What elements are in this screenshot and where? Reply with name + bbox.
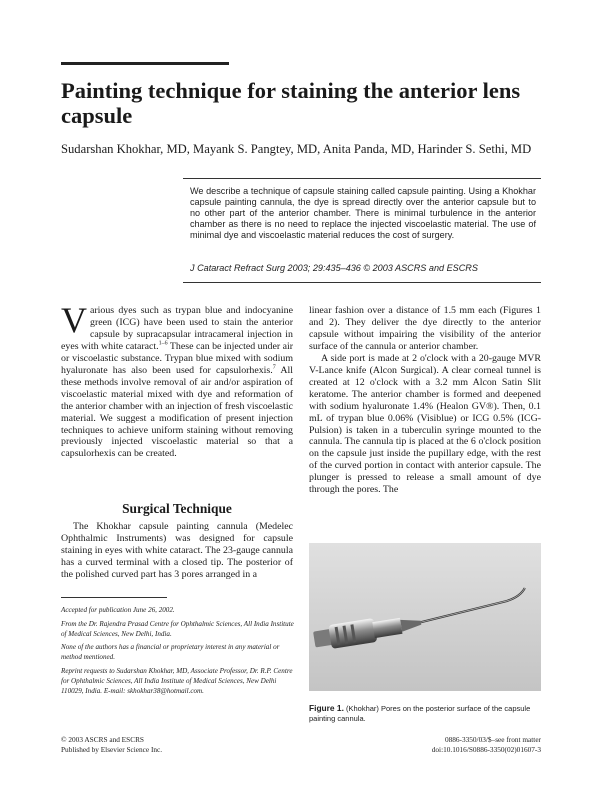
figure-caption-text: (Khokhar) Pores on the posterior surface of the capsule painting cannula. [309,704,531,723]
abstract-bottom-rule [183,282,541,283]
footnote-accepted: Accepted for publication June 26, 2002. [61,606,175,614]
intro-text-b: These can be injected under air or viscoelastic substance. Trypan blue mixed with sodium hyaluronate has also been used for capsulorhexis. [61,340,293,376]
right-para-1: linear fashion over a distance of 1.5 mm each (Figures 1 and 2). They deliver the dye directly to the anterior capsule without impairing the visibility of the anterior surface of the cannula or anterior chamber. [309,305,541,352]
page-footer-left [61,735,291,755]
right-para-2: A side port is made at 2 o'clock with a 20-gauge MVR V-Lance knife (Alcon Surgical). A clear corneal tunnel is created at 12 o'clock with a 3.2 mm Alcon Satin Slit keratome. The anterior chamber is formed and deepened with sodium hyaluronate 1.4% (Healon GV®). Then, 0.1 mL of trypan blue 0.06% (Visiblue) or ICG 0.5% (ICG-Pulsion) is taken in a tuberculin syringe mounted to the cannula. The cannula tip is placed at the 6 o'clock position on the capsule just inside the pupillary edge, with the rest of the curved portion in contact with anterior capsule. The plunger is pressed to release a small amount of dye through the pores. The [309,352,541,496]
doi: doi:10.1016/S0886-3350(02)01607-3 [431,745,541,754]
cannula-illustration [309,543,541,691]
intro-ref-b: 7 [272,364,276,371]
figure-caption [309,703,541,724]
figure-label: Figure 1. [309,703,344,713]
page-footer-right [330,735,541,755]
surgical-text: The Khokhar capsule painting cannula (Medelec Ophthalmic Instruments) was designed for capsule staining in eyes with white cataract. The 23-gauge cannula has a curved terminal with a closed tip. The posterior of the polished curved part has 3 pores arranged in a [61,521,293,580]
citation: J Cataract Refract Surg 2003; 29:435–436 © 2003 ASCRS and ESCRS [190,263,478,273]
surgical-paragraph [61,521,293,581]
abstract-top-rule [183,178,541,179]
footnote-rule [61,597,167,598]
section-heading: Surgical Technique [122,501,232,516]
copyright: © 2003 ASCRS and ESCRS [61,735,144,744]
intro-paragraph [61,300,293,460]
footnotes [61,606,297,700]
author-list: Sudarshan Khokhar, MD, Mayank S. Pangtey, MD, Anita Panda, MD, Harinder S. Sethi, MD [61,142,532,156]
intro-text-c: All these methods involve removal of air and/or aspiration of viscoelastic material mixed with dye and reformation of the anterior chamber with an injection of fresh viscoelastic material. We suggest a modification of present injection techniques to achieve uniform staining without removing previously injected viscoelastic material so that a capsulorhexis can be created. [61,364,293,460]
footnote-affiliation: From the Dr. Rajendra Prasad Centre for Ophthalmic Sciences, All India Institute of Medical Sciences, New Delhi, India. [61,619,294,638]
title-rule [61,62,229,65]
article-title: Painting technique for staining the anterior lens capsule [61,78,521,128]
intro-text-a: arious dyes such as trypan blue and indocyanine green (ICG) have been used to stain the anterior capsule by supracapsular intracameral injection in eyes with white cataract. [61,305,293,352]
footnote-reprint: Reprint requests to Sudarshan Khokhar, MD, Associate Professor, Dr. R.P. Centre for Ophthalmic Sciences, All India Institute of Medical Sciences, New Delhi 110029, India. E-mail: skhokhar38@hotmail.com. [61,666,293,695]
publisher: Published by Elsevier Science Inc. [61,745,163,754]
intro-ref-a: 1–6 [158,340,168,347]
abstract: We describe a technique of capsule staining called capsule painting. Using a Khokhar capsule painting cannula, the dye is spread directly over the anterior capsule but to no other part of the anterior chamber. There is minimal turbulence in the anterior chamber as there is no need to replace the injected viscoelastic material. The use of minimal dye and viscoelastic material reduces the cost of surgery. [190,186,536,241]
footnote-interest: None of the authors has a financial or proprietary interest in any material or method mentioned. [61,643,280,662]
figure-photo [309,543,541,691]
right-column-text [309,305,541,496]
drop-cap: V [61,300,87,340]
issn: 0886-3350/03/$–see front matter [444,735,541,744]
